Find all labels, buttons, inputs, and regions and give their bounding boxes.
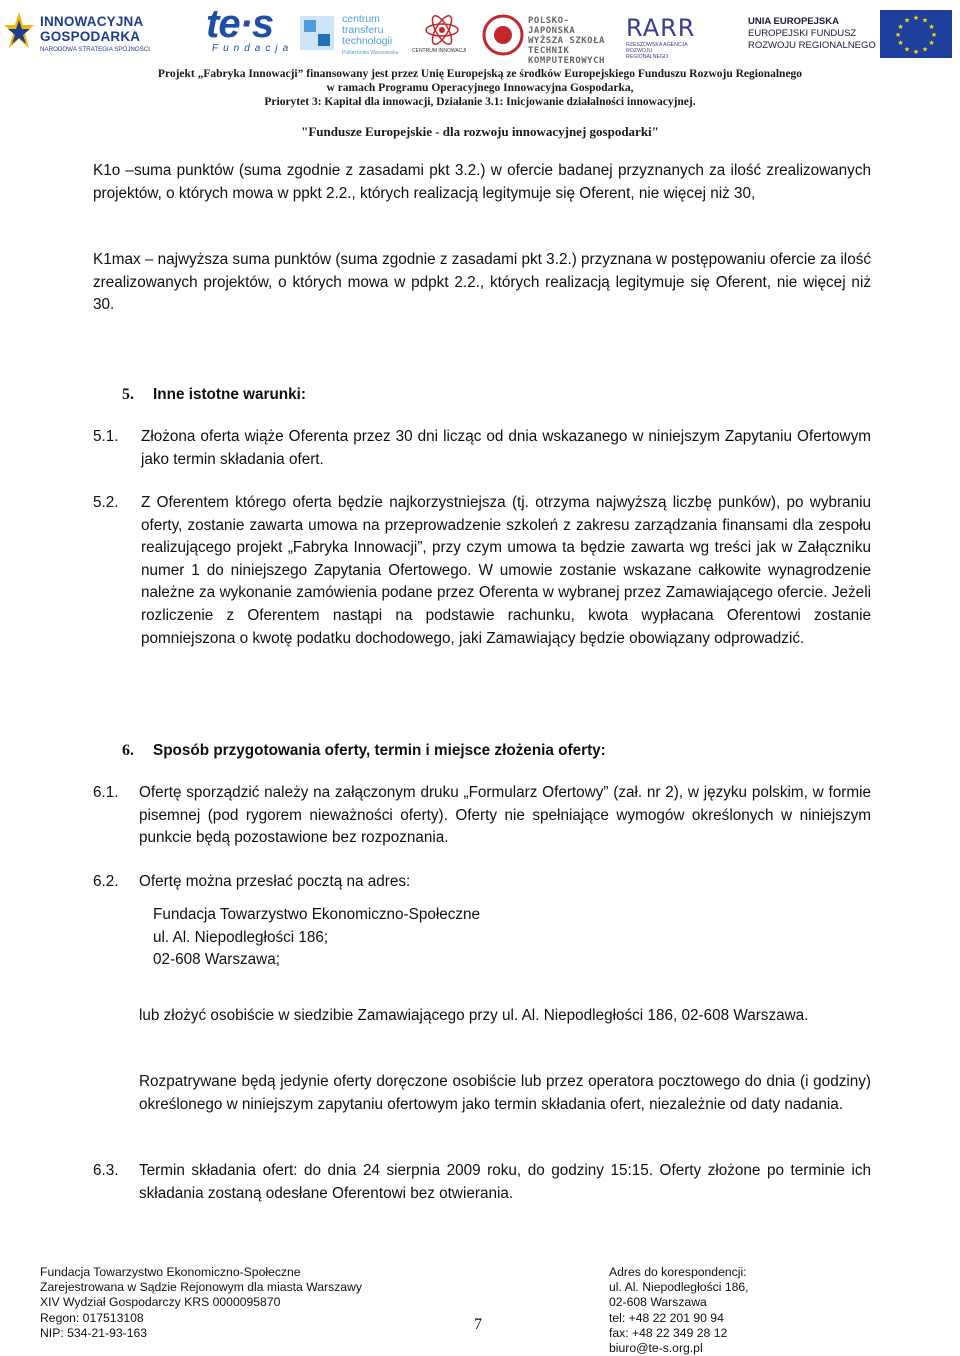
pjwstk-seal-icon	[482, 14, 524, 56]
logo-subtext: Politechnika Warszawska	[342, 50, 399, 56]
logo-text: transferu	[342, 24, 384, 36]
item-text: Złożona oferta wiąże Oferenta przez 30 dni licząc od dnia wskazanego w niniejszym Zapytaniu Ofertowym jako termin składania ofert.	[141, 428, 871, 468]
logo-text: ROZWOJU REGIONALNEGO	[748, 40, 876, 51]
k1max-definition: K1max – najwyższa suma punktów (suma zgodnie z zasadami pkt 3.2.) przyznana w postępowaniu ofercie za ilość zrealizowanych projektów, o których mowa w pdpkt 2.2., których realizacją legitymuje się Oferent, nie więcej niż 30.	[93, 251, 871, 314]
svg-text:★: ★	[912, 14, 920, 22]
logo-text: te·s	[206, 2, 274, 46]
section-number: 6.	[122, 742, 134, 759]
logo-text: TECHNIK	[528, 46, 570, 56]
footer-right	[609, 1265, 749, 1356]
svg-text:★: ★	[903, 45, 911, 54]
eu-flag-icon	[880, 10, 952, 58]
logo-text: EUROPEJSKI FUNDUSZ	[748, 28, 857, 39]
footer-left	[40, 1265, 362, 1341]
atom-icon	[422, 14, 462, 46]
footer-line: Zarejestrowana w Sądzie Rejonowym dla miasta Warszawy	[40, 1280, 362, 1295]
svg-text:★: ★	[894, 31, 902, 39]
logo-subtext: RZESZOWSKA AGENCJA	[626, 42, 688, 48]
logo-text: GOSPODARKA	[40, 29, 141, 44]
pjwstk-logo	[480, 14, 610, 66]
footer-line: ul. Al. Niepodległości 186,	[609, 1280, 749, 1295]
centrum-innowacji-logo	[412, 14, 476, 60]
logo-subtext: ROZWOJU REGIONALNEGO	[626, 48, 669, 60]
logo-text: POLSKO-JAPOŃSKA	[528, 16, 576, 36]
address-line: 02-608 Warszawa;	[153, 951, 280, 969]
footer-line: XIV Wydział Gospodarczy KRS 0000095870	[40, 1295, 281, 1310]
footer-line: Regon: 017513108	[40, 1310, 144, 1325]
item-text: lub złożyć osobiście w siedzibie Zamawiającego przy ul. Al. Niepodległości 186, 02-608 Warszawa.	[139, 1007, 809, 1024]
item-text: Z Oferentem którego oferta będzie najkorzystniejsza (tj. otrzyma najwyższą liczbę punków), po wybraniu oferty, zostanie zawarta umowa na przeprowadzenie szkoleń z zakresu zarządzania finansami dla zespołu realizującego projekt „Fabryka Innowacji”, przy czym umowa ta będzie zawarta wg treści jak w Załączniku numer 1 do niniejszego Zapytania Ofertowego. W umowie zostanie wskazane całkowite wynagrodzenie należne za wykonanie zamówienia podane przez Oferenta w wybranej przez Zamawiającego ofercie. Jeżeli rozliczenie z Oferentem nastąpi na podstawie rachunku, kwota wypłacana Oferentowi zostanie pomniejszona o kwotę podatku dochodowego, jaki Zamawiający będzie obowiązany odprowadzić.	[141, 494, 871, 647]
logo-text: centrum	[342, 13, 380, 25]
project-header-line: Projekt „Fabryka Innowacji” finansowany jest przez Unię Europejską ze środków Europejskiego Funduszu Rozwoju Regionalnego	[157, 68, 803, 80]
svg-text:★: ★	[928, 39, 935, 47]
svg-text:★: ★	[921, 45, 929, 54]
svg-text:★: ★	[928, 23, 935, 31]
eu-stars-icon	[880, 10, 952, 58]
svg-text:★: ★	[897, 39, 904, 47]
logo-subtext: CENTRUM INNOWACJI	[412, 48, 467, 54]
header-motto: "Fundusze Europejskie - dla rozwoju innowacyjnej gospodarki"	[301, 124, 659, 139]
footer-line: Fundacja Towarzystwo Ekonomiczno-Społeczne	[40, 1265, 301, 1279]
svg-text:★: ★	[930, 31, 938, 39]
logo-text: RARR	[626, 14, 696, 42]
project-header-line: w ramach Programu Operacyjnego Innowacyjna Gospodarka,	[326, 82, 634, 94]
footer-line: fax: +48 22 349 28 12	[609, 1325, 728, 1340]
postal-address	[153, 904, 753, 972]
item-text: Ofertę można przesłać pocztą na adres:	[139, 873, 411, 890]
item-number: 6.1.	[93, 784, 119, 801]
tes-logo	[206, 2, 296, 58]
section-heading: Sposób przygotowania oferty, termin i miejsce złożenia oferty:	[153, 742, 606, 759]
logo-subtext: Fundacja	[212, 43, 294, 54]
logo-subtext: NARODOWA STRATEGIA SPÓJNOŚCI	[40, 46, 151, 53]
item-text: Termin składania ofert: do dnia 24 sierpnia 2009 roku, do godziny 15:15. Oferty złożone po terminie ich składania zostaną odesłane Oferentowi bez otwierania.	[139, 1162, 871, 1202]
logo-text: technologii	[342, 35, 393, 47]
address-line: ul. Al. Niepodległości 186;	[153, 928, 329, 946]
footer-line: 02-608 Warszawa	[609, 1295, 707, 1310]
project-header-line: Priorytet 3: Kapitał dla innowacji, Działanie 3.1: Inicjowanie działalności innowacyjnej.	[264, 96, 696, 108]
ctt-logo	[300, 14, 404, 60]
logo-text: WYŻSZA SZKOŁA	[528, 36, 605, 46]
footer-line: tel: +48 22 201 90 94	[609, 1310, 724, 1325]
logo-bar	[0, 2, 960, 66]
eu-erdf-logo	[748, 14, 876, 58]
item-number: 6.2.	[93, 873, 119, 890]
innowacyjna-gospodarka-logo	[4, 10, 154, 58]
section-heading: Inne istotne warunki:	[153, 386, 306, 403]
svg-text:★: ★	[921, 16, 929, 25]
star-icon	[4, 10, 34, 52]
page-number: 7	[474, 1316, 482, 1333]
svg-text:★: ★	[903, 16, 911, 25]
footer-email-link[interactable]: biuro@te-s.org.pl	[609, 1341, 703, 1356]
item-number: 5.2.	[93, 494, 119, 511]
svg-text:★: ★	[912, 48, 920, 56]
footer-line: Adres do korespondencji:	[609, 1265, 747, 1279]
logo-text: KOMPUTEROWYCH	[528, 56, 605, 66]
item-text: Ofertę sporządzić należy na załączonym druku „Formularz Ofertowy” (zał. nr 2), w języku polskim, w formie pisemnej (pod rygorem nieważności oferty). Oferty nie spełniające wymogów określonych w niniejszym punkcie będą pozostawione bez rozpoznania.	[139, 784, 871, 847]
logo-text: UNIA EUROPEJSKA	[748, 16, 839, 27]
section-number: 5.	[122, 386, 134, 403]
rarr-logo	[622, 14, 696, 60]
footer-line: NIP: 534-21-93-163	[40, 1325, 148, 1340]
item-number: 6.3.	[93, 1162, 119, 1179]
ctt-mark-icon	[300, 16, 334, 50]
svg-text:★: ★	[897, 23, 904, 31]
address-line: Fundacja Towarzystwo Ekonomiczno-Społeczne	[153, 906, 481, 923]
item-text: Rozpatrywane będą jedynie oferty doręczone osobiście lub przez operatora pocztowego do dnia (i godziny) określonego w niniejszym zapytaniu ofertowym jako termin składania ofert, niezależnie od daty nadania.	[139, 1073, 871, 1113]
logo-text: INNOWACYJNA	[40, 14, 144, 29]
k1o-definition: K1o –suma punktów (suma zgodnie z zasadami pkt 3.2.) w ofercie badanej przyznanych za ilość zrealizowanych projektów, o których mowa w ppkt 2.2., których realizacją legitymuje się Oferent, nie więcej niż 30,	[93, 162, 871, 202]
item-number: 5.1.	[93, 428, 119, 445]
